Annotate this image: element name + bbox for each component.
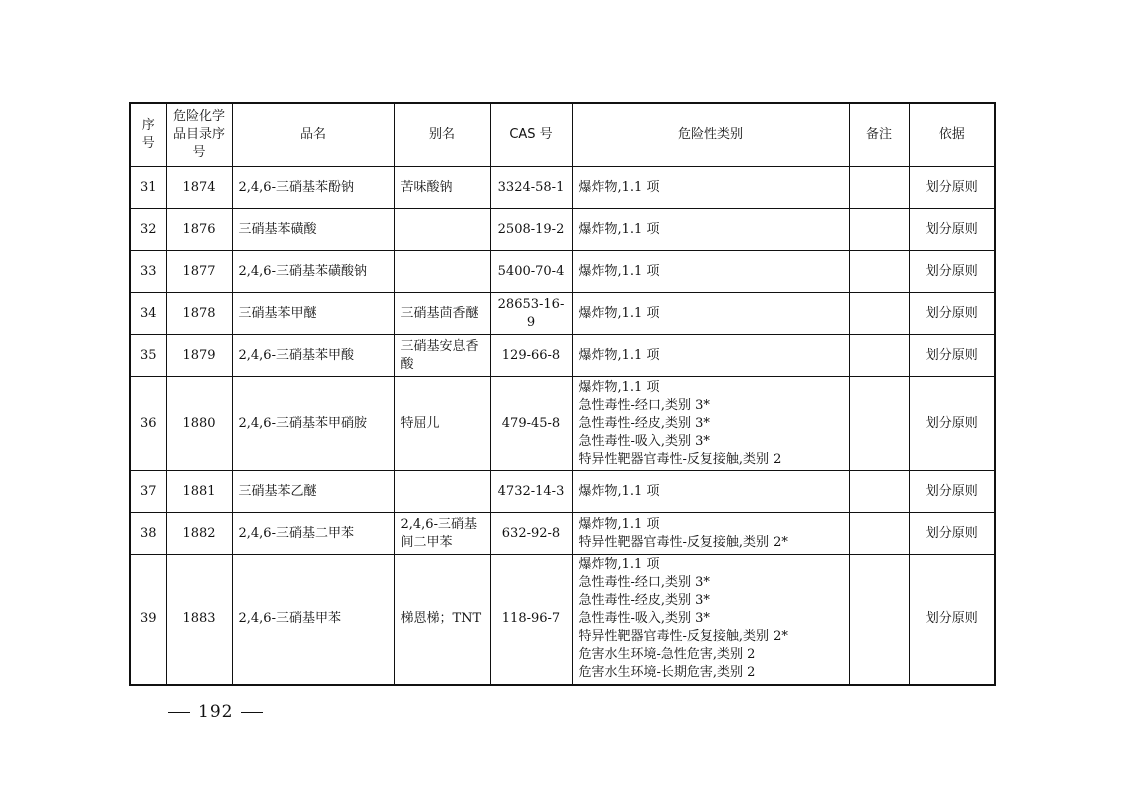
hazard-line: 特异性靶器官毒性-反复接触,类别 2 [578, 451, 782, 467]
cell-name: 三硝基苯乙醚 [232, 471, 394, 513]
cell-catalog-no: 1878 [166, 293, 232, 335]
table-row [130, 555, 995, 685]
cell-basis: 划分原则 [909, 471, 995, 513]
cell-alias: 三硝基茴香醚 [394, 293, 490, 335]
hazard-line: 爆炸物,1.1 项 [578, 379, 660, 395]
hazard-line: 爆炸物,1.1 项 [578, 516, 660, 532]
cell-seq: 37 [130, 471, 166, 513]
page-number-left-dash [168, 712, 190, 713]
page-number [160, 702, 271, 722]
cell-hazard [572, 377, 849, 471]
cell-remark [849, 513, 909, 555]
cell-cas: 118-96-7 [490, 555, 572, 685]
cell-seq: 36 [130, 377, 166, 471]
cell-hazard [572, 167, 849, 209]
cell-cas: 28653-16-9 [490, 293, 572, 335]
header-catalog-no: 危险化学品目录序号 [166, 103, 232, 167]
hazard-line: 爆炸物,1.1 项 [578, 263, 660, 279]
cell-alias [394, 209, 490, 251]
cell-cas: 2508-19-2 [490, 209, 572, 251]
cell-remark [849, 209, 909, 251]
hazard-line: 特异性靶器官毒性-反复接触,类别 2* [578, 629, 788, 645]
hazard-line: 危害水生环境-长期危害,类别 2 [578, 665, 756, 681]
table-row [130, 167, 995, 209]
cell-seq: 39 [130, 555, 166, 685]
hazard-line: 特异性靶器官毒性-反复接触,类别 2* [578, 534, 788, 550]
table-body [130, 167, 995, 685]
table-row [130, 209, 995, 251]
cell-remark [849, 471, 909, 513]
cell-remark [849, 251, 909, 293]
cell-name: 三硝基苯磺酸 [232, 209, 394, 251]
cell-catalog-no: 1882 [166, 513, 232, 555]
header-cas: CAS 号 [490, 103, 572, 167]
cell-alias: 2,4,6-三硝基间二甲苯 [394, 513, 490, 555]
hazard-line: 爆炸物,1.1 项 [578, 483, 660, 499]
hazard-line: 爆炸物,1.1 项 [578, 557, 660, 573]
cell-basis: 划分原则 [909, 555, 995, 685]
page-number-right-dash [241, 712, 263, 713]
cell-basis: 划分原则 [909, 209, 995, 251]
cell-hazard [572, 293, 849, 335]
cell-hazard [572, 251, 849, 293]
hazard-line: 急性毒性-吸入,类别 3* [578, 433, 710, 449]
cell-name: 三硝基苯甲醚 [232, 293, 394, 335]
cell-remark [849, 293, 909, 335]
cell-catalog-no: 1877 [166, 251, 232, 293]
cell-cas: 4732-14-3 [490, 471, 572, 513]
table-header-row [130, 103, 995, 167]
cell-basis: 划分原则 [909, 167, 995, 209]
cell-basis: 划分原则 [909, 377, 995, 471]
cell-seq: 34 [130, 293, 166, 335]
hazard-line: 爆炸物,1.1 项 [578, 305, 660, 321]
header-remark: 备注 [849, 103, 909, 167]
cell-remark [849, 167, 909, 209]
cell-remark [849, 377, 909, 471]
hazard-line: 爆炸物,1.1 项 [578, 347, 660, 363]
cell-alias: 梯恩梯；TNT [394, 555, 490, 685]
page-number-value: 192 [198, 702, 234, 722]
cell-seq: 32 [130, 209, 166, 251]
cell-catalog-no: 1876 [166, 209, 232, 251]
hazard-line: 爆炸物,1.1 项 [578, 221, 660, 237]
header-alias: 别名 [394, 103, 490, 167]
cell-cas: 129-66-8 [490, 335, 572, 377]
cell-basis: 划分原则 [909, 293, 995, 335]
cell-catalog-no: 1874 [166, 167, 232, 209]
hazard-line: 急性毒性-经口,类别 3* [578, 397, 710, 413]
cell-seq: 33 [130, 251, 166, 293]
cell-hazard [572, 555, 849, 685]
header-seq: 序号 [130, 103, 166, 167]
hazard-line: 急性毒性-经口,类别 3* [578, 575, 710, 591]
cell-cas: 479-45-8 [490, 377, 572, 471]
cell-seq: 35 [130, 335, 166, 377]
table-row [130, 471, 995, 513]
table-row [130, 293, 995, 335]
cell-catalog-no: 1880 [166, 377, 232, 471]
cell-cas: 5400-70-4 [490, 251, 572, 293]
hazard-line: 爆炸物,1.1 项 [578, 179, 660, 195]
hazard-line: 急性毒性-吸入,类别 3* [578, 611, 710, 627]
cell-alias [394, 471, 490, 513]
cell-name: 2,4,6-三硝基苯磺酸钠 [232, 251, 394, 293]
hazard-line: 急性毒性-经皮,类别 3* [578, 415, 710, 431]
cell-hazard [572, 471, 849, 513]
hazard-line: 急性毒性-经皮,类别 3* [578, 593, 710, 609]
cell-name: 2,4,6-三硝基苯甲酸 [232, 335, 394, 377]
cell-hazard [572, 209, 849, 251]
cell-catalog-no: 1883 [166, 555, 232, 685]
cell-basis: 划分原则 [909, 513, 995, 555]
cell-hazard [572, 513, 849, 555]
cell-basis: 划分原则 [909, 335, 995, 377]
cell-catalog-no: 1881 [166, 471, 232, 513]
cell-name: 2,4,6-三硝基二甲苯 [232, 513, 394, 555]
table-row [130, 335, 995, 377]
cell-cas: 3324-58-1 [490, 167, 572, 209]
cell-catalog-no: 1879 [166, 335, 232, 377]
table-row [130, 513, 995, 555]
hazardous-chemicals-table [129, 102, 996, 686]
cell-hazard [572, 335, 849, 377]
cell-basis: 划分原则 [909, 251, 995, 293]
header-name: 品名 [232, 103, 394, 167]
cell-name: 2,4,6-三硝基甲苯 [232, 555, 394, 685]
cell-name: 2,4,6-三硝基苯甲硝胺 [232, 377, 394, 471]
cell-alias: 特屈儿 [394, 377, 490, 471]
cell-remark [849, 555, 909, 685]
header-basis: 依据 [909, 103, 995, 167]
hazard-line: 危害水生环境-急性危害,类别 2 [578, 647, 756, 663]
cell-seq: 31 [130, 167, 166, 209]
header-hazard: 危险性类别 [572, 103, 849, 167]
cell-alias: 三硝基安息香酸 [394, 335, 490, 377]
cell-alias: 苦味酸钠 [394, 167, 490, 209]
cell-cas: 632-92-8 [490, 513, 572, 555]
cell-seq: 38 [130, 513, 166, 555]
cell-remark [849, 335, 909, 377]
cell-alias [394, 251, 490, 293]
table-row [130, 377, 995, 471]
cell-name: 2,4,6-三硝基苯酚钠 [232, 167, 394, 209]
table-row [130, 251, 995, 293]
